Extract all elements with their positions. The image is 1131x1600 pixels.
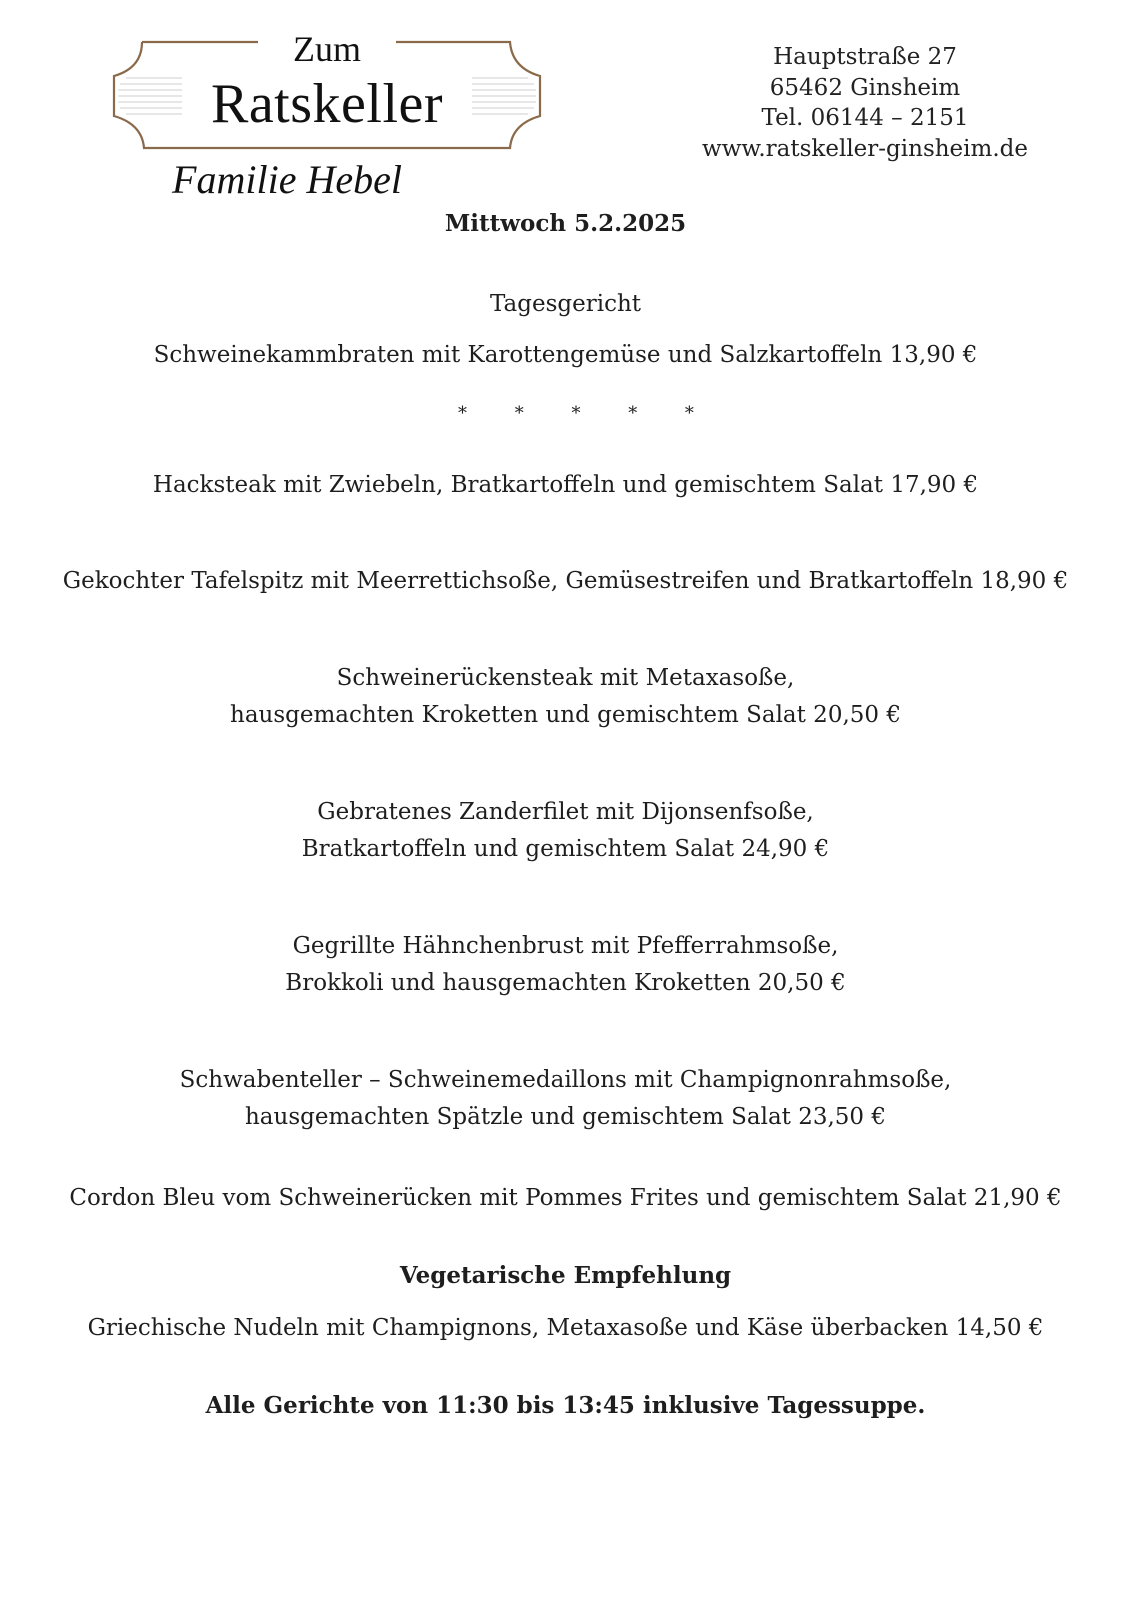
- logo-name: Ratskeller: [210, 73, 444, 135]
- address-block: [680, 42, 1050, 164]
- dish-item: [0, 660, 1131, 734]
- dish-line: hausgemachten Spätzle und gemischtem Salat 23,50 €: [244, 1104, 886, 1130]
- dish-line: hausgemachten Kroketten und gemischtem Salat 20,50 €: [230, 702, 901, 728]
- vegetarian-dish: Griechische Nudeln mit Champignons, Metaxasoße und Käse überbacken 14,50 €: [87, 1315, 1044, 1341]
- dish-line: Gegrillte Hähnchenbrust mit Pfefferrahmsoße,: [292, 933, 839, 959]
- restaurant-logo: [112, 26, 542, 206]
- logo-family: Familie Hebel: [172, 157, 402, 202]
- dish-line: Schwabenteller – Schweinemedaillons mit Champignonrahmsoße,: [179, 1067, 952, 1093]
- menu-date: Mittwoch 5.2.2025: [444, 210, 687, 237]
- dish-line: Gekochter Tafelspitz mit Meerrettichsoße, Gemüsestreifen und Bratkartoffeln 18,90 €: [62, 568, 1069, 594]
- dish-line: Bratkartoffeln und gemischtem Salat 24,90 €: [301, 836, 830, 862]
- dish-item: [0, 928, 1131, 1002]
- dish-line: Brokkoli und hausgemachten Kroketten 20,50 €: [285, 970, 846, 996]
- dish-item: [0, 1062, 1131, 1136]
- address-city: 65462 Ginsheim: [769, 74, 961, 101]
- separator: * * * * *: [458, 403, 715, 424]
- vegetarian-title: Vegetarische Empfehlung: [399, 1262, 732, 1289]
- menu-footer-note: Alle Gerichte von 11:30 bis 13:45 inklusive Tagessuppe.: [205, 1392, 926, 1419]
- dish-item: [0, 794, 1131, 868]
- dish-item: [0, 563, 1131, 600]
- address-street: Hauptstraße 27: [773, 44, 957, 70]
- daily-special-title: Tagesgericht: [489, 291, 642, 317]
- dish-line: Cordon Bleu vom Schweinerücken mit Pommes Frites und gemischtem Salat 21,90 €: [69, 1185, 1062, 1211]
- address-website[interactable]: www.ratskeller-ginsheim.de: [702, 135, 1028, 162]
- address-phone: Tel. 06144 – 2151: [761, 105, 969, 131]
- dish-line: Hacksteak mit Zwiebeln, Bratkartoffeln und gemischtem Salat 17,90 €: [152, 472, 979, 498]
- dish-line: Gebratenes Zanderfilet mit Dijonsenfsoße,: [317, 799, 814, 825]
- logo-prefix: Zum: [293, 29, 361, 69]
- daily-special-dish: Schweinekammbraten mit Karottengemüse und Salzkartoffeln 13,90 €: [153, 342, 978, 368]
- dish-line: Schweinerückensteak mit Metaxasoße,: [336, 665, 795, 691]
- dish-item: [0, 467, 1131, 504]
- dish-item: [0, 1180, 1131, 1217]
